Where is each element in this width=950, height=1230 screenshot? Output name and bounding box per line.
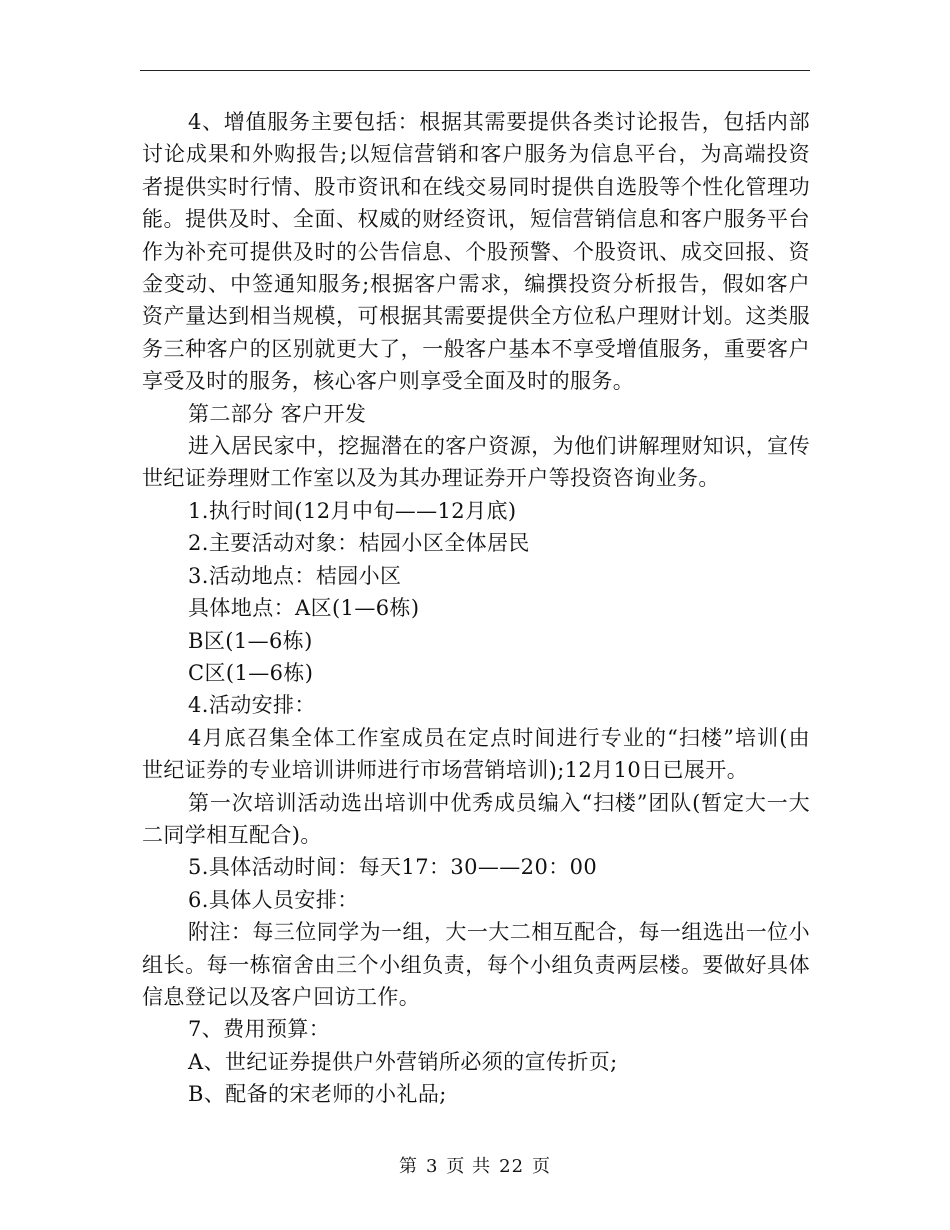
section-heading-customer-development: 第二部分 客户开发 xyxy=(188,401,367,426)
list-item-staffing: 6.具体人员安排： xyxy=(188,887,359,912)
list-item-location-c: C区(1—6栋) xyxy=(188,660,314,685)
list-item-venue: 3.活动地点：桔园小区 xyxy=(188,563,402,588)
list-item-budget-a: A、世纪证券提供户外营销所必须的宣传折页; xyxy=(188,1049,618,1074)
footer-suffix: 页 xyxy=(532,1156,552,1177)
page-footer xyxy=(0,1152,950,1178)
list-item-location-b: B区(1—6栋) xyxy=(188,628,313,653)
list-item-activity-time: 5.具体活动时间：每天17：30——20：00 xyxy=(188,855,598,880)
document-body xyxy=(142,106,810,1111)
footer-total-pages: 22 xyxy=(499,1156,525,1177)
paragraph-intro: 进入居民家中，挖掘潜在的客户资源，为他们讲解理财知识，宣传世纪证券理财工作室以及为其办理证券开户等投资咨询业务。 xyxy=(142,434,810,491)
header-rule xyxy=(140,70,810,71)
footer-current-page: 3 xyxy=(425,1156,439,1177)
paragraph-first-training: 第一次培训活动选出培训中优秀成员编入“扫楼”团队(暂定大一大二同学相互配合)。 xyxy=(142,790,810,847)
footer-prefix: 第 xyxy=(398,1156,418,1177)
paragraph-training: 4月底召集全体工作室成员在定点时间进行专业的“扫楼”培训(由世纪证券的专业培训讲师进行市场营销培训);12月10日已展开。 xyxy=(142,725,810,783)
list-item-execution-time: 1.执行时间(12月中旬——12月底) xyxy=(188,498,517,523)
paragraph-value-added-services: 4、增值服务主要包括：根据其需要提供各类讨论报告，包括内部讨论成果和外购报告;以短信营销和客户服务为信息平台，为高端投资者提供实时行情、股市资讯和在线交易同时提供自选股等个性化管理功能。提供及时、全面、权威的财经资讯，短信营销信息和客户服务平台作为补充可提供及时的公告信息、个股预警、个股资讯、成交回报、资金变动、中签通知服务;根据客户需求，编撰投资分析报告，假如客户资产量达到相当规模，可根据其需要提供全方位私户理财计划。这类服务三种客户的区别就更大了，一般客户基本不享受增值服务，重要客户享受及时的服务，核心客户则享受全面及时的服务。 xyxy=(142,110,810,394)
list-item-target-audience: 2.主要活动对象：桔园小区全体居民 xyxy=(188,531,530,556)
list-item-budget: 7、费用预算： xyxy=(188,1017,331,1042)
list-item-budget-b: B、配备的宋老师的小礼品; xyxy=(188,1082,447,1107)
list-item-arrangement: 4.活动安排： xyxy=(188,693,316,718)
list-item-location-a: 具体地点：A区(1—6栋) xyxy=(188,596,420,621)
paragraph-note: 附注：每三位同学为一组，大一大二相互配合，每一组选出一位小组长。每一栋宿舍由三个小组负责，每个小组负责两层楼。要做好具体信息登记以及客户回访工作。 xyxy=(142,920,810,1009)
footer-middle: 页 共 xyxy=(446,1156,492,1177)
